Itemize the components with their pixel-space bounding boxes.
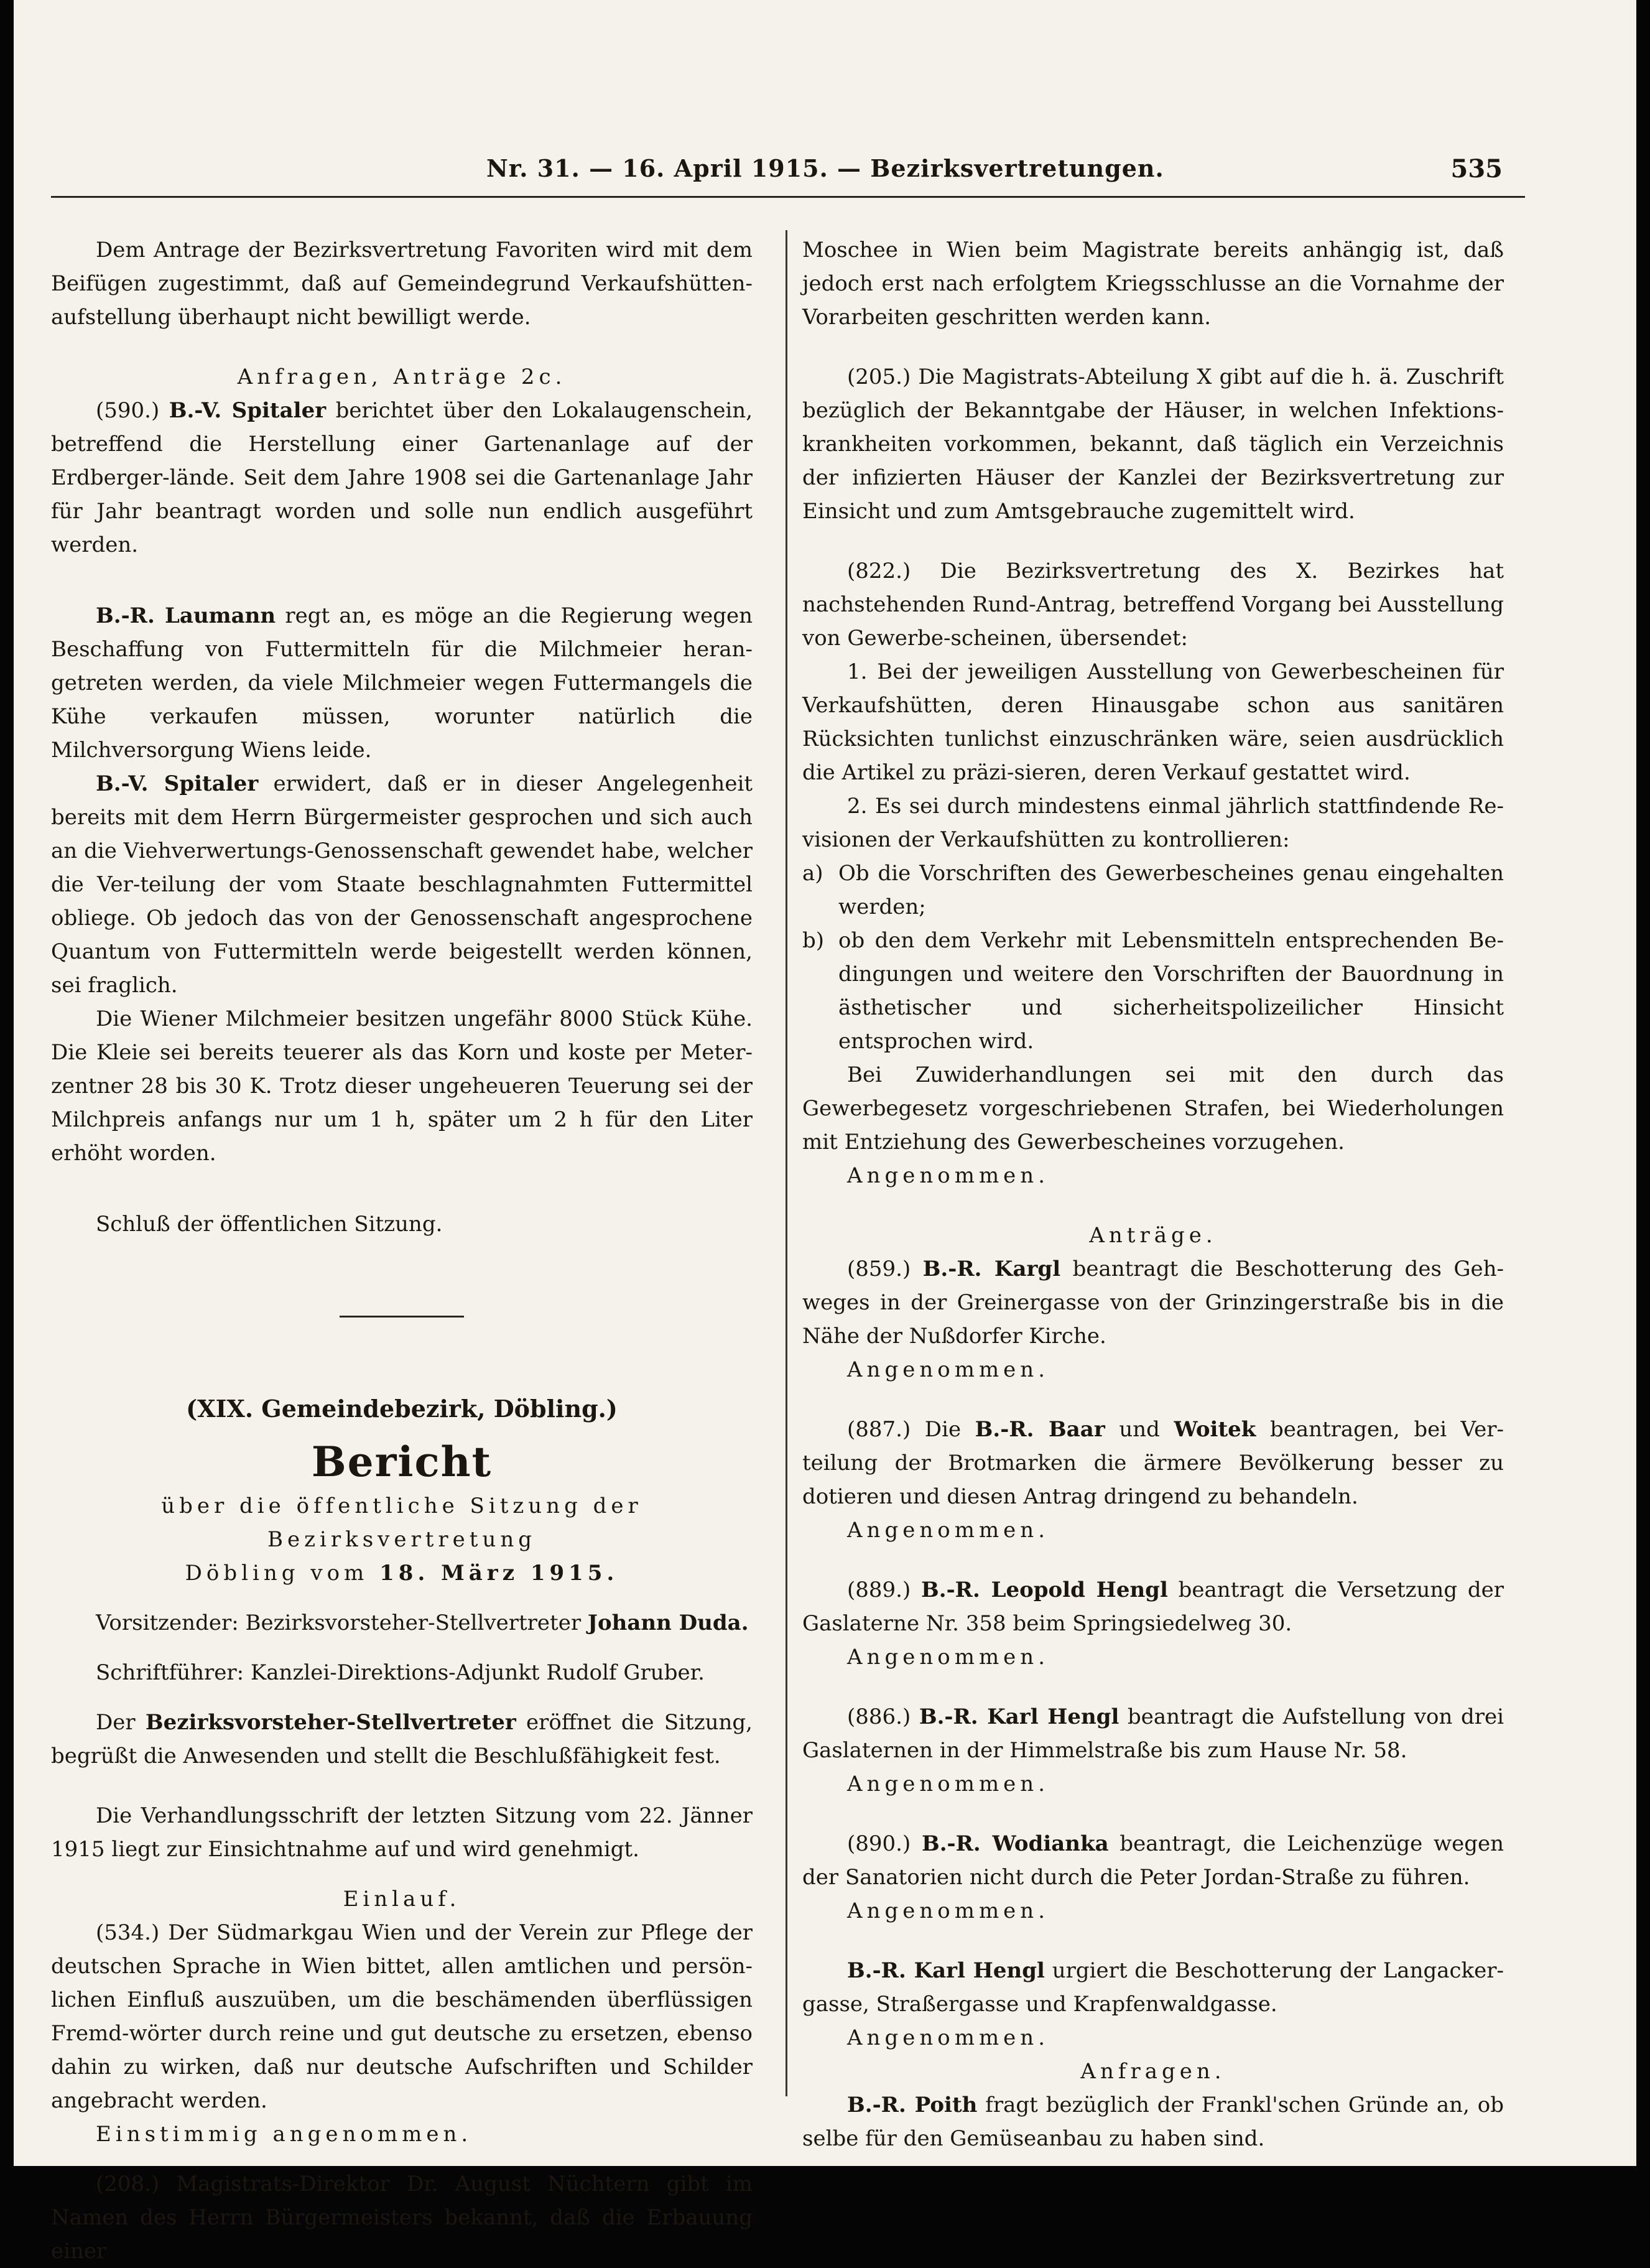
speaker-name: B.-R. Kargl bbox=[922, 1257, 1061, 1281]
resolution-accepted: Angenommen. bbox=[847, 1518, 1050, 1543]
paragraph-milchmeier: Die Wiener Milchmeier besitzen ungefähr 8000 Stück Kühe. Die Kleie sei bereits teuerer als das Korn und koste per Meter-zentner 28 bis 30 K. Trotz dieser ungeheueren Teuerung sei der Milchpreis anfangs nur um 1 h, später um 2 h für den Liter erhöht worden. bbox=[51, 1006, 753, 1166]
speaker-name: Bezirksvorsteher-Stellvertreter bbox=[145, 1710, 516, 1735]
opening-paragraph bbox=[51, 1706, 753, 1773]
paragraph-text: beantragt, die Leichenzüge wegen der Sanatorien nicht durch die Peter Jordan-Straße zu führen. bbox=[802, 1831, 1504, 1890]
left-column bbox=[51, 233, 753, 2268]
opening-prefix: Der bbox=[96, 1710, 136, 1735]
resolution-accepted: Angenommen. bbox=[847, 1163, 1050, 1188]
item-number: (889.) bbox=[847, 1578, 911, 1602]
paragraph-590 bbox=[51, 394, 753, 562]
speaker-name: B.-R. Leopold Hengl bbox=[921, 1578, 1168, 1602]
document-page bbox=[14, 0, 1636, 2264]
secretary-line: Schriftführer: Kanzlei-Direktions-Adjunkt Rudolf Gruber. bbox=[96, 1660, 705, 1685]
speaker-name: Woitek bbox=[1174, 1417, 1256, 1442]
paragraph-text: eröffnet die Sitzung, begrüßt die Anwesenden und stellt die Beschlußfähigkeit fest. bbox=[51, 1710, 753, 1768]
paragraph-text: berichtet über den Lokalaugenschein, betreffend die Herstellung einer Gartenanlage auf der Erdberger-lände. Seit dem Jahre 1908 sei die Gartenanlage Jahr für Jahr beantragt worden und solle nun endlich ausgeführt werden. bbox=[51, 398, 753, 557]
paragraph-text: erwidert, daß er in dieser Angelegenheit bereits mit dem Herrn Bürgermeister gesprochen und sich auch an die Viehverwertungs-Genossenschaft gewendet habe, welcher die Ver-teilung der vom Staate beschlagnahmten Futtermittel obliege. Ob jedoch das von der Genossenschaft angesprochene Quantum von Futtermitteln werde beigestellt werden können, sei fraglich. bbox=[51, 771, 753, 998]
page-number: 535 bbox=[1450, 154, 1503, 184]
report-subtitle: über die öffentliche Sitzung der Bezirksvertretung bbox=[161, 1494, 642, 1552]
motion-item-1: 1. Bei der jeweiligen Ausstellung von Gewerbescheinen für Verkaufshütten, deren Hinausgabe schon aus sanitären Rücksichten tunlichst einzuschränken wäre, seien ausdrücklich die Artikel zu präzi-sieren, deren Verkauf gestattet wird. bbox=[802, 659, 1504, 785]
paragraph-laumann bbox=[51, 599, 753, 767]
paragraph-poith bbox=[802, 2088, 1504, 2155]
paragraph-text: urgiert die Beschotterung der Langacker-gasse, Straßergasse und Krapfenwaldgasse. bbox=[802, 1958, 1504, 2017]
chairman-name: Johann Duda. bbox=[587, 1610, 749, 1635]
item-number: (590.) bbox=[96, 398, 160, 423]
report-date-prefix: Döbling vom bbox=[185, 1561, 369, 1586]
paragraph-534: (534.) Der Südmarkgau Wien und der Verein zur Pflege der deutschen Sprache in Wien bittet, allen amtlichen und persön-lichen Einfluß auszuüben, um die beschämenden überflüssigen Fremd-wörter durch reine und gut deutsche zu ersetzen, ebenso dahin zu wirken, daß nur deutsche Aufschriften und Schilder angebracht werden. bbox=[51, 1920, 753, 2113]
speaker-name: B.-R. Laumann bbox=[96, 603, 276, 628]
report-date bbox=[51, 1556, 753, 1590]
item-number: (859.) bbox=[847, 1257, 911, 1281]
paragraph-hengl-urgiert bbox=[802, 1954, 1504, 2021]
paragraph-208: (208.) Magistrats-Direktor Dr. August Nüchtern gibt im Namen des Herrn Bürgermeisters bekannt, daß die Erbauung einer bbox=[51, 2172, 753, 2264]
column-divider bbox=[786, 230, 787, 2096]
paragraph-822: (822.) Die Bezirksvertretung des X. Bezirkes hat nachstehenden Rund-Antrag, betreffend Vorgang bei Ausstellung von Gewerbe-scheinen, übersendet: bbox=[802, 559, 1504, 651]
section-title: (XIX. Gemeindebezirk, Döbling.) bbox=[186, 1395, 618, 1423]
report-date-value: 18. März 1915. bbox=[379, 1561, 619, 1586]
motion-item-2: 2. Es sei durch mindestens einmal jährlich stattfindende Re-visionen der Verkaufshütten zu kontrollieren: bbox=[802, 794, 1504, 852]
paragraph-859 bbox=[802, 1252, 1504, 1353]
speaker-name: B.-V. Spitaler bbox=[96, 771, 259, 796]
right-column bbox=[802, 233, 1504, 2155]
speaker-name: B.-R. Wodianka bbox=[921, 1831, 1109, 1856]
paragraph-favoriten: Dem Antrage der Bezirksvertretung Favoriten wird mit dem Beifügen zugestimmt, daß auf Gemeindegrund Verkaufshütten-aufstellung überhaupt nicht bewilligt werde. bbox=[51, 238, 753, 330]
paragraph-spitaler-reply bbox=[51, 767, 753, 1002]
resolution-accepted: Angenommen. bbox=[847, 2025, 1050, 2050]
resolution-accepted: Angenommen. bbox=[847, 1899, 1050, 1923]
paragraph-208-continued: Moschee in Wien beim Magistrate bereits anhängig ist, daß jedoch erst nach erfolgtem Kriegsschlusse an die Vornahme der Vorarbeiten geschritten werden kann. bbox=[802, 238, 1504, 330]
speaker-name: B.-V. Spitaler bbox=[169, 398, 327, 423]
paragraph-205: (205.) Die Magistrats-Abteilung X gibt auf die h. ä. Zuschrift bezüglich der Bekanntgabe der Häuser, in welchen Infektions-krankheiten vorkommen, bekannt, daß täglich ein Verzeichnis der infizierten Häuser der Kanzlei der Bezirksvertretung zur Einsicht und zum Amtsgebrauche zugemittelt wird. bbox=[802, 365, 1504, 524]
subitem-text: Ob die Vorschriften des Gewerbescheines genau eingehalten werden; bbox=[838, 861, 1504, 919]
conjunction: und bbox=[1119, 1417, 1160, 1442]
motion-subitem-a bbox=[802, 857, 1504, 924]
running-head: Nr. 31. — 16. April 1915. — Bezirksvertretungen. bbox=[486, 154, 1164, 182]
heading-antraege: Anträge. bbox=[1089, 1223, 1217, 1248]
heading-anfragen: Anfragen, Anträge 2c. bbox=[237, 365, 567, 389]
heading-anfragen-right: Anfragen. bbox=[1080, 2059, 1226, 2084]
speaker-name: B.-R. Baar bbox=[975, 1417, 1105, 1442]
subitem-mark: a) bbox=[802, 861, 823, 886]
speaker-name: B.-R. Karl Hengl bbox=[847, 1958, 1045, 1983]
speaker-name: B.-R. Karl Hengl bbox=[919, 1704, 1119, 1729]
section-rule bbox=[340, 1316, 464, 1318]
paragraph-text: beantragt die Aufstellung von drei Gaslaternen in der Himmelstraße bis zum Hause Nr. 58. bbox=[802, 1704, 1504, 1763]
subitem-text: ob den dem Verkehr mit Lebensmitteln entsprechenden Be-dingungen und weitere den Vorschriften der Bauordnung in ästhetischer und sicherheitspolizeilicher Hinsicht entsprochen wird. bbox=[838, 928, 1504, 1054]
item-number: (886.) bbox=[847, 1704, 911, 1729]
paragraph-887 bbox=[802, 1413, 1504, 1513]
heading-einlauf: Einlauf. bbox=[343, 1887, 461, 1912]
speaker-name: B.-R. Poith bbox=[847, 2093, 978, 2117]
resolution-unanimous: Einstimmig angenommen. bbox=[96, 2122, 473, 2147]
header-rule bbox=[51, 196, 1525, 198]
resolution-accepted: Angenommen. bbox=[847, 1357, 1050, 1382]
paragraph-text: beantragt die Beschotterung des Geh-weges in der Greinergasse von der Grinzingerstraße bis in die Nähe der Nußdorfer Kirche. bbox=[802, 1257, 1504, 1349]
session-close: Schluß der öffentlichen Sitzung. bbox=[96, 1212, 443, 1237]
chairman-line bbox=[51, 1606, 753, 1640]
resolution-accepted: Angenommen. bbox=[847, 1645, 1050, 1670]
item-number: (887.) Die bbox=[847, 1417, 962, 1442]
paragraph-text: beantragen, bei Ver-teilung der Brotmarken die ärmere Bevölkerung besser zu dotieren und diesen Antrag dringend zu behandeln. bbox=[802, 1417, 1504, 1509]
minutes-paragraph: Die Verhandlungsschrift der letzten Sitzung vom 22. Jänner 1915 liegt zur Einsichtnahme auf und wird genehmigt. bbox=[51, 1803, 753, 1862]
paragraph-text: beantragt die Versetzung der Gaslaterne Nr. 358 beim Springsiedelweg 30. bbox=[802, 1578, 1504, 1636]
paragraph-penalties: Bei Zuwiderhandlungen sei mit den durch das Gewerbegesetz vorgeschriebenen Strafen, bei Wiederholungen mit Entziehung des Gewerbescheines vorzugehen. bbox=[802, 1062, 1504, 1155]
paragraph-text: regt an, es möge an die Regierung wegen Beschaffung von Futtermitteln für die Milchmeier heran-getreten werden, da viele Milchmeier wegen Futtermangels die Kühe verkaufen müssen, worunter natürlich die Milchversorgung Wiens leide. bbox=[51, 603, 753, 763]
paragraph-text: fragt bezüglich der Frankl'schen Gründe an, ob selbe für den Gemüseanbau zu haben sind. bbox=[802, 2093, 1504, 2151]
report-title: Bericht bbox=[311, 1438, 493, 1486]
page-header bbox=[14, 154, 1636, 199]
resolution-accepted: Angenommen. bbox=[847, 1772, 1050, 1796]
chairman-label: Vorsitzender: Bezirksvorsteher-Stellvertreter bbox=[96, 1610, 582, 1635]
paragraph-886 bbox=[802, 1700, 1504, 1767]
motion-subitem-b bbox=[802, 924, 1504, 1058]
subitem-mark: b) bbox=[802, 928, 825, 953]
paragraph-889 bbox=[802, 1573, 1504, 1640]
paragraph-890 bbox=[802, 1827, 1504, 1894]
item-number: (890.) bbox=[847, 1831, 911, 1856]
